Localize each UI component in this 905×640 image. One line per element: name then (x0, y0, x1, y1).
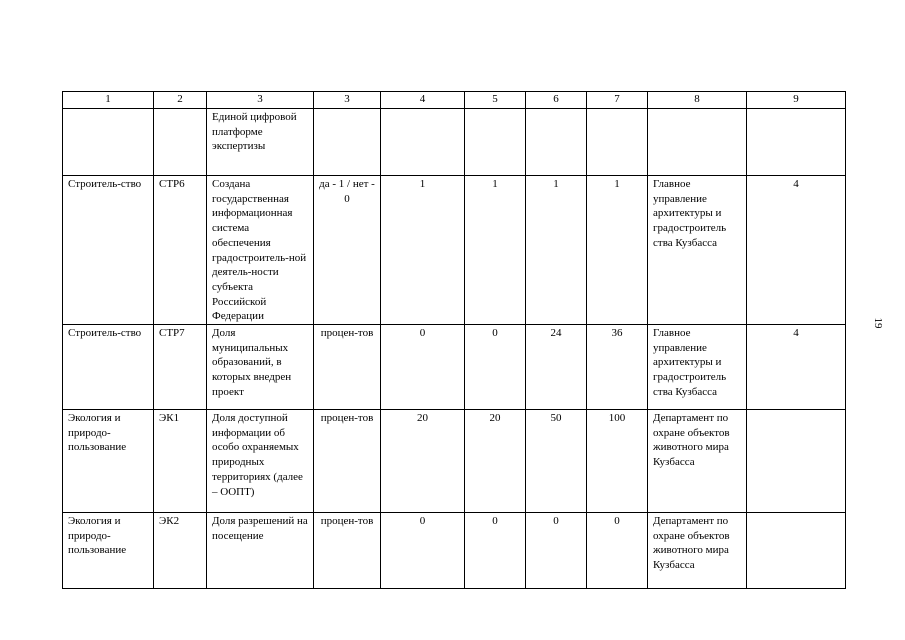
value-cell: 50 (526, 410, 587, 513)
header-cell: 4 (381, 92, 465, 109)
header-cell: 8 (648, 92, 747, 109)
code-cell: СТР7 (154, 325, 207, 410)
indicator-cell: Создана государственная информационная система обеспечения градостроитель-ной деятель-ности субъекта Российской Федерации (207, 176, 314, 325)
value-cell: 20 (381, 410, 465, 513)
sector-cell: Экология и природо-пользование (63, 410, 154, 513)
responsible-cell: Главное управление архитектуры и градостроитель ства Кузбасса (648, 176, 747, 325)
header-cell: 6 (526, 92, 587, 109)
value-cell: 0 (465, 513, 526, 589)
code-cell (154, 109, 207, 176)
value-cell: 24 (526, 325, 587, 410)
unit-cell: процен-тов (314, 410, 381, 513)
header-cell: 5 (465, 92, 526, 109)
col9-cell: 4 (747, 325, 846, 410)
value-cell: 1 (526, 176, 587, 325)
header-cell: 1 (63, 92, 154, 109)
table-row (63, 513, 846, 589)
value-cell (587, 109, 648, 176)
sector-cell: Экология и природо-пользование (63, 513, 154, 589)
unit-cell: процен-тов (314, 513, 381, 589)
sector-cell (63, 109, 154, 176)
header-cell: 3 (207, 92, 314, 109)
responsible-cell: Департамент по охране объектов животного мира Кузбасса (648, 410, 747, 513)
code-cell: ЭК2 (154, 513, 207, 589)
table-row (63, 109, 846, 176)
responsible-cell: Департамент по охране объектов животного мира Кузбасса (648, 513, 747, 589)
indicator-cell: Единой цифровой платформе экспертизы (207, 109, 314, 176)
value-cell: 0 (587, 513, 648, 589)
value-cell (526, 109, 587, 176)
header-cell: 7 (587, 92, 648, 109)
col9-cell (747, 513, 846, 589)
sector-cell: Строитель-ство (63, 325, 154, 410)
value-cell: 100 (587, 410, 648, 513)
value-cell: 0 (465, 325, 526, 410)
header-cell: 2 (154, 92, 207, 109)
col9-cell: 4 (747, 176, 846, 325)
col9-cell (747, 410, 846, 513)
value-cell (381, 109, 465, 176)
unit-cell (314, 109, 381, 176)
indicator-cell: Доля доступной информации об особо охраняемых природных территориях (далее – ООПТ) (207, 410, 314, 513)
header-cell: 3 (314, 92, 381, 109)
sector-cell: Строитель-ство (63, 176, 154, 325)
responsible-cell (648, 109, 747, 176)
header-row (63, 92, 846, 109)
indicators-table (62, 91, 846, 589)
table-row (63, 325, 846, 410)
col9-cell (747, 109, 846, 176)
value-cell (465, 109, 526, 176)
value-cell: 20 (465, 410, 526, 513)
value-cell: 0 (381, 325, 465, 410)
unit-cell: да - 1 / нет - 0 (314, 176, 381, 325)
page-number: 19 (872, 317, 884, 329)
value-cell: 36 (587, 325, 648, 410)
value-cell: 0 (526, 513, 587, 589)
value-cell: 0 (381, 513, 465, 589)
value-cell: 1 (381, 176, 465, 325)
table-row (63, 410, 846, 513)
unit-cell: процен-тов (314, 325, 381, 410)
code-cell: СТР6 (154, 176, 207, 325)
responsible-cell: Главное управление архитектуры и градостроитель ства Кузбасса (648, 325, 747, 410)
header-cell: 9 (747, 92, 846, 109)
value-cell: 1 (587, 176, 648, 325)
indicator-cell: Доля разрешений на посещение (207, 513, 314, 589)
indicator-cell: Доля муниципальных образований, в которых внедрен проект (207, 325, 314, 410)
code-cell: ЭК1 (154, 410, 207, 513)
value-cell: 1 (465, 176, 526, 325)
table-row (63, 176, 846, 325)
